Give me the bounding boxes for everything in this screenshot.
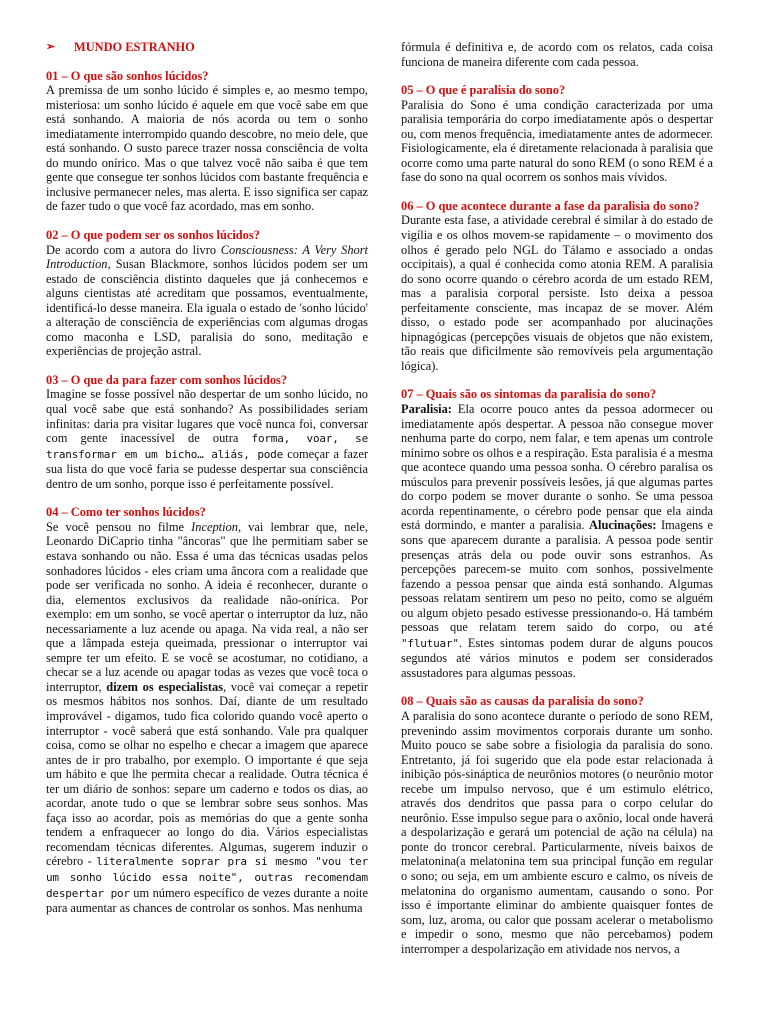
text-run: Ela ocorre pouco antes da pessoa adormecer ou imediatamente após despertar. A pessoa não consegue mover nenhuma parte do corpo, nem falar, e tem apenas um controle mínimo sobre os olhos e a respiração. Esta paralisia é a mesma que acontece quando uma pessoa sonha. O cérebro paralisa os músculos para prevenir possíveis lesões, já que algumas partes do corpo podem se mover durante o sonho. Se uma pessoa acorda repentinamente, o cérebro pode pensar que ela ainda está dormindo, e manter a paralisia.: [401, 402, 713, 533]
question-01: [46, 69, 368, 214]
text-run: De acordo com a autora do livro: [46, 242, 221, 257]
arrow-bullet-icon: ➢: [46, 41, 56, 53]
handwritten-text: até "flutuar": [401, 621, 713, 650]
text-run: Se você pensou no filme: [46, 519, 192, 534]
left-column: [46, 40, 368, 930]
question-07: [401, 387, 713, 680]
handwritten-text: forma, voar, se transformar em um bicho… aliás, pode: [46, 432, 368, 461]
text-run: Susan Blackmore, sonhos lúcidos podem ser um estado de consciência distinto daqueles que já conhecemos e alguns cientistas até acreditam que possamos, eventualmente, identificá-lo desse maneira. Ela iguala o estado de 'sonho lúcido' a alteração de consciência de experiências com algumas drogas como maconha e LSD, paralisia do sono, meditação e experiências de projeção astral.: [46, 257, 368, 359]
question-title: 04 – Como ter sonhos lúcidos?: [46, 505, 206, 520]
question-body: [46, 387, 368, 491]
question-05: [401, 83, 713, 185]
question-04: [46, 505, 368, 915]
question-title: 02 – O que podem ser os sonhos lúcidos?: [46, 228, 260, 243]
question-body: [46, 520, 368, 916]
question-body: Durante esta fase, a atividade cerebral é similar à do estado de vigília e os olhos movem-se rapidamente – o movimento dos olhos é gerado pelo NGL do Tálamo e associado a ondas occipitais), a qual é conhecida como atonia REM. A paralisia do sono ocorre quando o cérebro acorda de um estado REM, mas a paralisia corporal persiste. Isto deixa a pessoa perfeitamente consciente, mas incapaz de se mover. Além disso, o estado pode ser acompanhado por alucinações hipnagógicas (percepções visuais de objetos que não existem, tão reais que dificilmente são removíveis pela argumentação lógica).: [401, 213, 713, 373]
right-column: [401, 40, 713, 970]
question-body: A paralisia do sono acontece durante o período de sono REM, prevenindo assim movimentos corporais durante um sonho. Muito pouco se sabe sobre a fisiologia da paralisia do sono. Entretanto, já foi sugerido que ela pode estar relacionada à inibição pós-sináptica de neurônios motores (o neurônio motor recebe um impulso nervoso, que é um estimulo elétrico, através dos dendritos que passa para o corpo celular do neurônio. Esse impulso segue para o axônio, local onde haverá a despolarização e gerará um potencial de ação na célula) na ponte do troncor cerebral. Particularmente, níveis baixos de melatonina(a melatonina tem sua principal função em regular o sono; ou seja, em um ambiente escuro e calmo, os níveis de melatonina do organismo aumentam, causando o sono. Por isso é importante eliminar do ambiente quaisquer fontes de som, luz, aroma, ou calor que possam acelerar o metabolismo e impedir o sono, mesmo que não percebamos) podem interromper a despolarização em atividade nos nervos, a: [401, 708, 713, 956]
question-title: 01 – O que são sonhos lúcidos?: [46, 68, 209, 83]
question-title: 05 – O que é paralisia do sono?: [401, 83, 566, 98]
section-title: MUNDO ESTRANHO: [74, 40, 195, 54]
question-title: 03 – O que da para fazer com sonhos lúcidos?: [46, 372, 288, 387]
question-02: [46, 228, 368, 359]
film-title: Inception: [191, 519, 238, 534]
question-body: [46, 243, 368, 359]
text-run: um número específico de vezes durante a noite para aumentar as chances de controlar os sonhos. Mas nenhuma: [46, 885, 369, 916]
text-run: Imagens e sons que aparecem durante a paralisia. A pessoa pode sentir presenças atrás dela ou pode ouvir sons estranhos. As percepções parecem-se muito com sonhos, possivelmente fazendo a pessoa pensar que ainda está sonhando. Algumas pessoas relatam sentirem um peso no peito, como se alguém ou algum objeto pesado estivesse pressionando-o. Há também pessoas que relatam terem saido do corpo, ou: [401, 518, 713, 635]
continuation: [401, 40, 713, 69]
text-run: , vai lembrar que, nele, Leonardo DiCaprio tinha "âncoras" que lhe permitiam saber se estava sonhando ou não. Essa é uma das técnicas usadas pelos sonhadores lúcidos - eles criam uma âncora com a realidade que pode ser verificada no sonho. A ideia é reconhecer, durante o dia, elementos exclusivos da realidade não-onírica. Por exemplo: em um sonho, se você apertar o interruptor da luz, não necessariamente a luz acende ou apaga. Na vida real, a não ser que a lâmpada esteja queimada, pressionar o interruptor vai sempre ter um efeito. E se você se acostumar, no cotidiano, a checar se a luz acende ou apagar todas as vezes que você toca o interruptor,: [46, 519, 368, 694]
question-06: [401, 199, 713, 374]
handwritten-text: literalmente soprar pra si mesmo "vou ter um sonho lúcido essa noite", outras recomendam despertar por: [46, 855, 368, 900]
question-title: 06 – O que acontece durante a fase da paralisia do sono?: [401, 198, 700, 213]
section-heading: [46, 40, 368, 55]
text-run: começar a fazer sua lista do que você faria se pudesse despertar sua consciência dentro de um sonho, porque isso é perfeitamente possível.: [46, 446, 368, 491]
text-run: Imagine se fosse possível não despertar de um sonho lúcido, no qual você sabe que está sonhando? As possibilidades seriam infinitas: daria pra visitar lugares que você nunca foi, conversar com gente inacessível de outra: [46, 387, 368, 446]
text-run: , você vai começar a repetir os mesmos hábitos nos sonhos. Daí, diante de um resultado improvável - digamos, tudo fica colorido quando você aperto o interruptor - você saberá que está sonhando. Vale pra qualquer coisa, como se olhar no espelho e checar a imagem que aparece antes de ir pro trabalho, por exemplo. O importante é que seja um hábito e que lhe permita checar a realidade. Outra técnica é ter um diário de sonhos: separe um caderno e todos os dias, ao acordar, anote tudo o que se lembrar sobre seus sonhos. Mas faça isso ao acordar, pois as memórias do que a gente sonha tendem a enfraquecer ao longo do dia. Vários especialistas recomendam técnicas diferentes. Algumas, sugerem induzir o cérebro -: [46, 679, 368, 869]
continued-text: fórmula é definitiva e, de acordo com os relatos, cada coisa funciona de maneira diferente com cada pessoa.: [401, 40, 713, 69]
symptom-label: Alucinações:: [589, 518, 657, 533]
book-title: Consciousness: A Very Short Introduction,: [46, 242, 368, 272]
question-03: [46, 373, 368, 491]
emphasis-text: dizem os especialistas: [106, 679, 224, 694]
question-title: 07 – Quais são os sintomas da paralisia do sono?: [401, 387, 657, 402]
text-run: . Estes sintomas podem durar de alguns poucos segundos até vários minutos e podem ser considerados assustadores para algumas pessoas.: [401, 635, 713, 680]
question-body: [401, 402, 713, 680]
question-body: Paralisia do Sono é uma condição caracterizada por uma paralisia temporária do corpo imediatamente após o despertar ou, com menos frequência, imediatamente antes de adormecer. Fisiologicamente, ela é diretamente relacionada à paralisia que ocorre como uma parte natural do sono REM (o sono REM é a fase do sono na qual ocorrem os sonhos mais vívidos.: [401, 97, 713, 185]
question-body: A premissa de um sonho lúcido é simples e, ao mesmo tempo, misteriosa: um sonho lúcido é aquele em que você sabe em que está sonhando. A maioria de nós acorda ou tem o sonho imediatamente interrompido quando descobre, no meio dele, que está sonhando. O susto parece trazer nossa consciência de volta do mundo onírico. Mas o que talvez você não saiba é que tem gente que consegue ter sonhos lúcidos com bastante frequência e inclusive permanecer neles, mas alerta. E isso significa ser capaz de fazer tudo o que você faz acordado, mas em sonho.: [46, 83, 368, 214]
question-08: [401, 694, 713, 956]
symptom-label: Paralisia:: [401, 402, 452, 417]
question-title: 08 – Quais são as causas da paralisia do sono?: [401, 694, 644, 709]
